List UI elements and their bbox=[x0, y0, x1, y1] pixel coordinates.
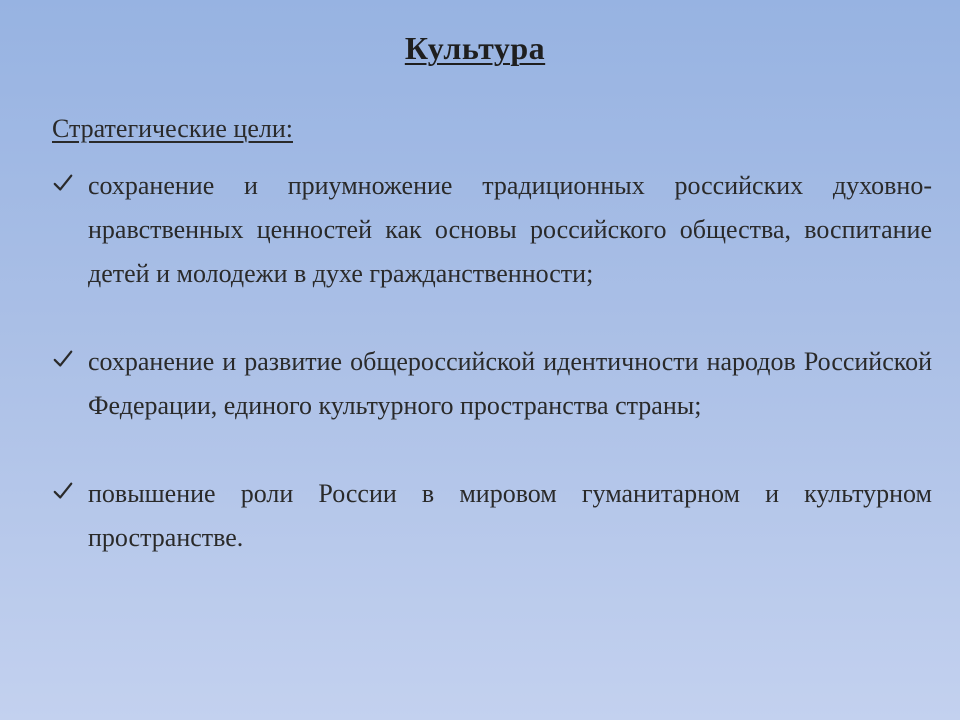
checkmark-icon bbox=[52, 472, 88, 516]
subtitle: Стратегические цели: bbox=[52, 114, 293, 143]
checkmark-icon bbox=[52, 164, 88, 208]
goals-list bbox=[52, 164, 932, 560]
goal-text: сохранение и приумножение традиционных российских духовно-нравственных ценностей как основы российского общества, воспитание детей и молодежи в духе гражданственности; bbox=[88, 171, 932, 288]
goal-text: повышение роли России в мировом гуманитарном и культурном пространстве. bbox=[88, 479, 932, 552]
goal-text: сохранение и развитие общероссийской идентичности народов Российской Федерации, единого культурного пространства страны; bbox=[88, 347, 932, 420]
list-item bbox=[52, 164, 932, 296]
list-item bbox=[52, 472, 932, 560]
slide-title-text: Культура bbox=[404, 30, 546, 66]
slide-title bbox=[0, 30, 960, 67]
checkmark-icon bbox=[52, 340, 88, 384]
list-item bbox=[52, 340, 932, 428]
